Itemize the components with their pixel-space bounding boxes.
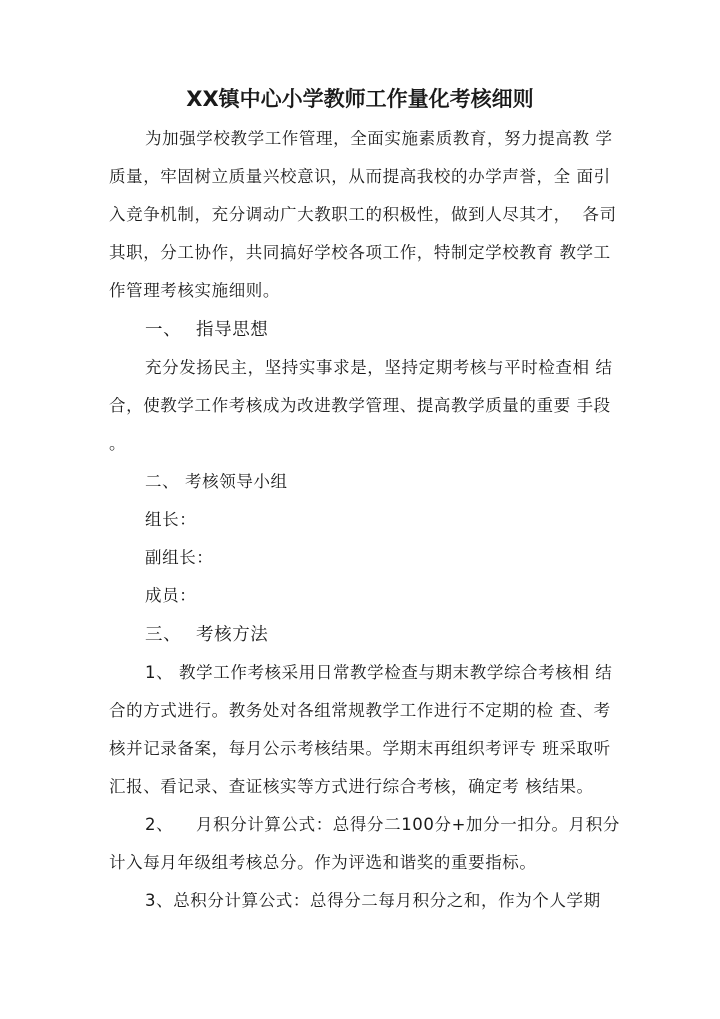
section3-item1-line-4: 汇报、看记录、查证核实等方式进行综合考核，确定考 核结果。 [109, 777, 594, 796]
section3-item1-line-2: 合的方式进行。教务处对各组常规教学工作进行不定期的检 查、考 [109, 701, 611, 720]
intro-line-2: 质量，牢固树立质量兴校意识，从而提高我校的办学声誉，全 面引 [109, 167, 611, 186]
section3-item1-line-3: 核并记录备案，每月公示考核结果。学期末再组织考评专 班采取听 [109, 739, 611, 758]
section3-item2-number: 2、 [145, 815, 174, 834]
section3-title: 考核方法 [196, 625, 269, 645]
section1-line-1: 充分发扬民主，坚持实事求是，坚持定期考核与平时检查相 结 [145, 358, 613, 377]
intro-line-3: 入竞争机制，充分调动广大教职工的积极性，做到人尽其才， 各司 [109, 205, 617, 224]
section1-number: 一、 [145, 320, 182, 340]
document-title: XX镇中心小学教师工作量化考核细则 [186, 87, 534, 111]
intro-line-5: 作管理考核实施细则。 [109, 281, 280, 300]
section2-deputy: 副组长： [145, 548, 214, 567]
intro-line-1: 为加强学校教学工作管理，全面实施素质教育，努力提高教 学 [145, 129, 613, 148]
section2-leader: 组长： [145, 510, 197, 529]
section3-item2-line-2: 计入每月年级组考核总分。作为评选和谐奖的重要指标。 [109, 853, 537, 872]
section3-item1-line-1: 1、 教学工作考核采用日常教学检查与期末教学综合考核相 结 [145, 663, 613, 682]
section1-title: 指导思想 [196, 320, 269, 340]
section2-heading: 二、 考核领导小组 [145, 472, 288, 491]
section3-number: 三、 [145, 625, 182, 645]
section3-item3-line-1: 3、总积分计算公式：总得分二每月积分之和，作为个人学期 [145, 891, 601, 910]
section2-members: 成员： [145, 586, 197, 605]
section1-line-2: 合，使教学工作考核成为改进教学管理、提高教学质量的重要 手段 [109, 396, 611, 415]
section1-line-3: 。 [109, 434, 127, 453]
section3-item2-line-1: 月积分计算公式：总得分二100分+加分一扣分。月积分 [196, 815, 620, 834]
intro-line-4: 其职，分工协作，共同搞好学校各项工作，特制定学校教育 教学工 [109, 243, 611, 262]
